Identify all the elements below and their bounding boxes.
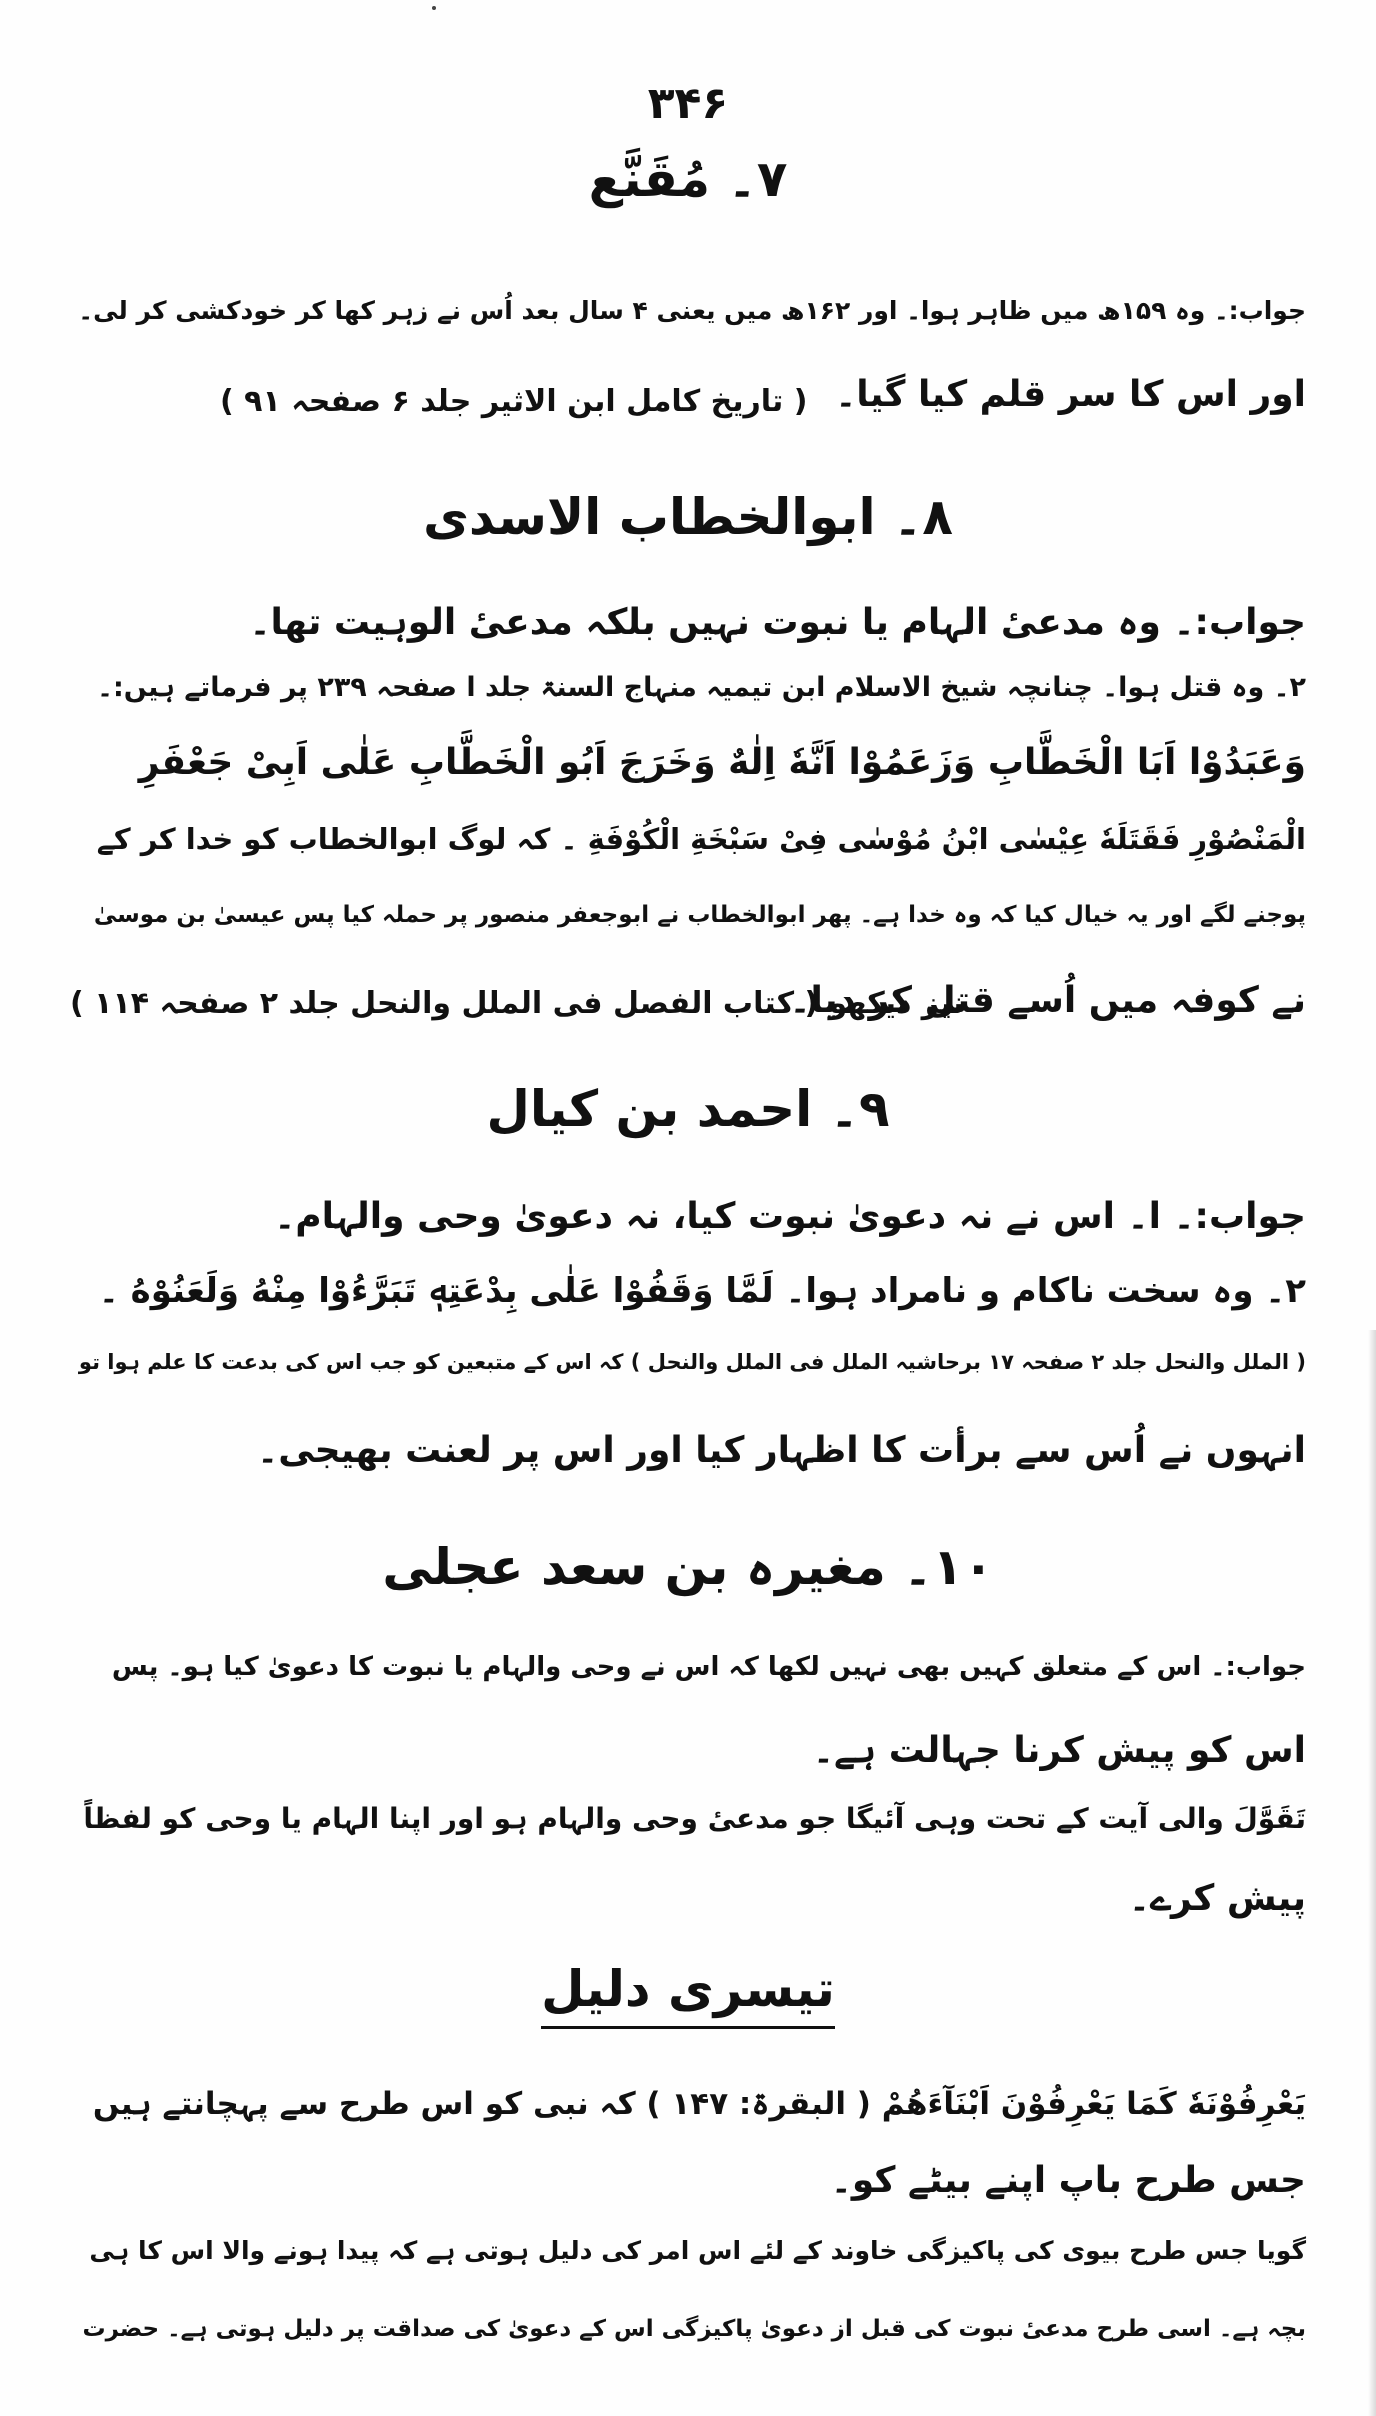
- section-heading-abul-khattab: ۸۔ ابوالخطاب الاسدی: [423, 488, 953, 546]
- section-heading-mughira: ۱۰۔ مغیرہ بن سعد عجلی: [382, 1538, 994, 1596]
- scan-speck: [432, 6, 436, 10]
- muqanna-line-2: اور اس کا سر قلم کیا گیا۔: [835, 374, 1306, 415]
- abul-khattab-reference: نیز دیکھو ( کتاب الفصل فی الملل والنحل جلد ۲ صفحہ ۱۱۴ ): [70, 986, 964, 1021]
- section-heading-ahmad-kayyal: ۹۔ احمد بن کیال: [486, 1080, 890, 1138]
- third-argument-line-2: جس طرح باپ اپنے بیٹے کو۔: [830, 2160, 1306, 2201]
- ahmad-kayyal-line-2: ۲۔ وہ سخت ناکام و نامراد ہوا۔ لَمَّا وَقَفُوْا عَلٰی بِدْعَتِهٖ تَبَرَّءُوْا مِنْهُ وَلَعَنُوْهُ ۔: [98, 1271, 1306, 1311]
- ahmad-kayyal-line-3: ( الملل والنحل جلد ۲ صفحہ ۱۷ برحاشیہ الملل فی الملل والنحل ) کہ اس کے متبعین کو جب اس کی بدعت کا علم ہوا تو: [78, 1350, 1306, 1374]
- abul-khattab-arabic-2: الْمَنْصُوْرِ فَقَتَلَهٗ عِیْسٰی ابْنُ مُوْسٰی فِیْ سَبْخَةِ الْكُوْفَةِ ۔ کہ لوگ ابوالخطاب کو خدا کر کے: [96, 822, 1306, 856]
- abul-khattab-line-1: جواب:۔ وہ مدعیٔ الہام یا نبوت نہیں بلکہ مدعیٔ الوہیت تھا۔: [249, 602, 1306, 643]
- third-argument-heading-text: تیسری دلیل: [541, 1960, 835, 2029]
- abul-khattab-arabic-1: وَعَبَدُوْا اَبَا الْخَطَّابِ وَزَعَمُوْا اَنَّهٗ اِلٰهٌ وَخَرَجَ اَبُو الْخَطَّابِ عَلٰی اَبِیْ جَعْفَرِ: [138, 742, 1306, 783]
- abul-khattab-line-2: ۲۔ وہ قتل ہوا۔ چنانچہ شیخ الاسلام ابن تیمیہ منہاج السنۃ جلد ا صفحہ ۲۳۹ پر فرماتے ہیں:۔: [97, 672, 1306, 703]
- muqanna-line-1: جواب:۔ وہ ۱۵۹ھ میں ظاہر ہوا۔ اور ۱۶۲ھ میں یعنی ۴ سال بعد اُس نے زہر کھا کر خودکشی کر لی۔: [78, 296, 1306, 325]
- abul-khattab-line-3: پوجنے لگے اور یہ خیال کیا کہ وہ خدا ہے۔ پھر ابوالخطاب نے ابوجعفر منصور پر حملہ کیا پس عیسیٰ بن موسیٰ: [93, 902, 1306, 928]
- scan-edge-shadow: [1368, 1330, 1376, 2416]
- ahmad-kayyal-line-1: جواب:۔ ا۔ اس نے نہ دعویٰ نبوت کیا، نہ دعویٰ وحی والہام۔: [274, 1196, 1306, 1237]
- page-title: ۷۔ مُقَنَّع: [588, 150, 788, 208]
- mughira-line-4: پیش کرے۔: [1128, 1878, 1306, 1919]
- third-argument-line-3: گویا جس طرح بیوی کی پاکیزگی خاوند کے لئے اس امر کی دلیل ہوتی ہے کہ پیدا ہونے والا اس کا ہی: [89, 2236, 1306, 2265]
- third-argument-line-1: یَعْرِفُوْنَهٗ كَمَا یَعْرِفُوْنَ اَبْنَآءَهُمْ ( البقرۃ: ۱۴۷ ) کہ نبی کو اس طرح سے پہچانتے ہیں: [92, 2086, 1306, 2122]
- section-heading-third-argument: [0, 1960, 1376, 2029]
- page-number: ۳۴۶: [647, 78, 729, 129]
- third-argument-line-4: بچہ ہے۔ اسی طرح مدعیٔ نبوت کی قبل از دعویٰ پاکیزگی اس کے دعویٰ کی صداقت پر دلیل ہوتی ہے۔ حضرت: [82, 2316, 1306, 2342]
- mughira-line-2: اس کو پیش کرنا جہالت ہے۔: [812, 1730, 1306, 1771]
- muqanna-reference: ( تاریخ کامل ابن الاثیر جلد ۶ صفحہ ۹۱ ): [220, 384, 808, 419]
- abul-khattab-line-4: نے کوفہ میں اُسے قتل کر دیا۔: [789, 980, 1306, 1021]
- mughira-line-3: تَقَوَّلَ والی آیت کے تحت وہی آئیگا جو مدعیٔ وحی والہام ہو اور اپنا الہام یا وحی کو لفظاً: [83, 1802, 1306, 1835]
- mughira-line-1: جواب:۔ اس کے متعلق کہیں بھی نہیں لکھا کہ اس نے وحی والہام یا نبوت کا دعویٰ کیا ہو۔ پس: [111, 1652, 1306, 1682]
- ahmad-kayyal-line-4: انہوں نے اُس سے برأت کا اظہار کیا اور اس پر لعنت بھیجی۔: [257, 1430, 1306, 1471]
